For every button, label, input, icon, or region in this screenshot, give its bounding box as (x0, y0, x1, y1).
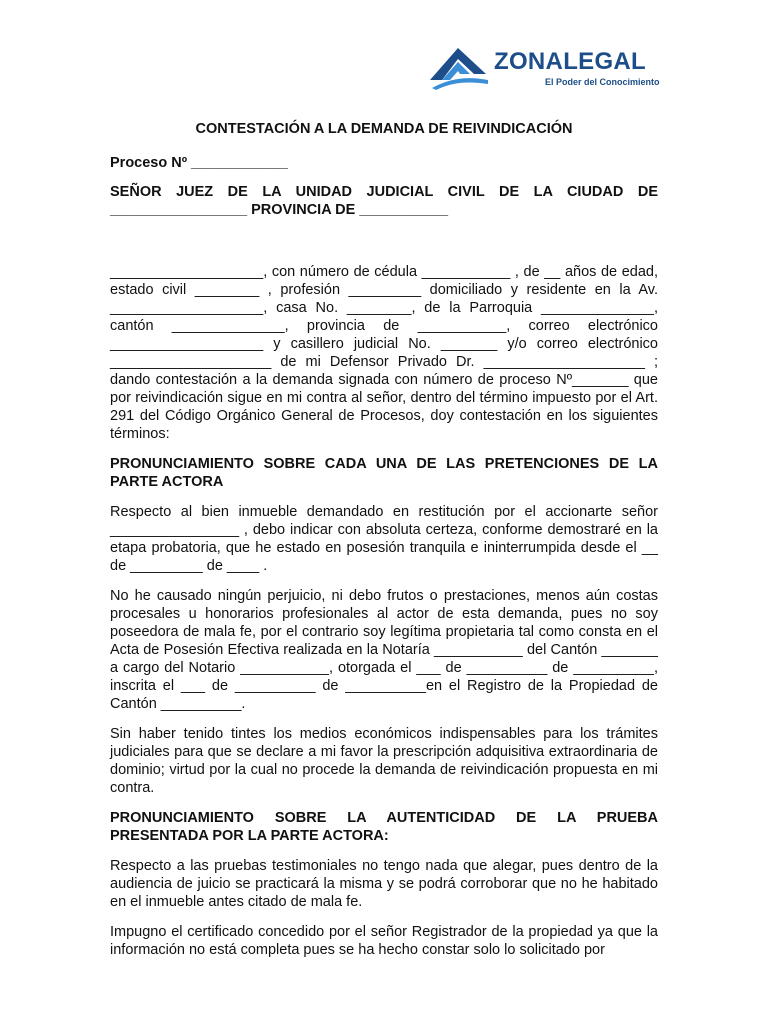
judge-address: SEÑOR JUEZ DE LA UNIDAD JUDICIAL CIVIL DE LA CIUDAD DE _________________ PROVINCIA DE ___________ (110, 184, 658, 218)
document-body (110, 120, 658, 959)
paragraph-testimonial: Respecto a las pruebas testimoniales no tengo nada que alegar, pues dentro de la audiencia de juicio se practicará la misma y se podrá corroborar que no he habitado en el inmueble antes citado de mala fe. (110, 858, 658, 910)
intro-paragraph: ___________________, con número de cédula ___________ , de __ años de edad, estado civil ________ , profesión _________ domiciliado y residente en la Av. ___________________, casa No. ________, de la Parroquia ______________, cantón ______________, provincia de ___________, correo electrónico ___________________ y casillero judicial No. _______ y/o correo electrónico ____________________ de mi Defensor Privado Dr. ____________________ ; dando contestación a la demanda signada con número de proceso Nº_______ que por reivindicación sigue en mi contra al señor, dentro del término impuesto por el Art. 291 del Código Orgánico General de Procesos, doy contestación en los siguientes términos: (110, 264, 658, 442)
paragraph-possession: Respecto al bien inmueble demandado en restitución por el accionarte señor ________________ , debo indicar con absoluta certeza, conforme demostraré en la etapa probatoria, que he estado en posesión tranquila e ininterrumpida desde el __ de _________ de ____ . (110, 504, 658, 574)
process-number-line: Proceso Nº ____________ (110, 155, 288, 171)
zonalegal-logo (428, 44, 660, 94)
paragraph-certificate: Impugno el certificado concedido por el señor Registrador de la propiedad ya que la información no está completa pues se ha hecho constar solo lo solicitado por (110, 924, 658, 958)
brand-tagline: El Poder del Conocimiento (545, 77, 660, 87)
paragraph-prescription: Sin haber tenido tintes los medios económicos indispensables para los trámites judiciales para que se declare a mi favor la prescripción adquisitiva extraordinaria de dominio; virtud por la cual no procede la demanda de reivindicación propuesta en mi contra. (110, 726, 658, 796)
paragraph-no-damages: No he causado ningún perjuicio, ni debo frutos o prestaciones, menos aún costas procesales u honorarios profesionales al actor de esta demanda, pues no soy poseedora de mala fe, por el contrario soy legítima propietaria tal como consta en el Acta de Posesión Efectiva realizada en la Notaría ___________ del Cantón _______ a cargo del Notario ___________, otorgada el ___ de __________ de __________, inscrita el ___ de __________ de __________en el Registro de la Propiedad de Cantón __________. (110, 588, 658, 712)
house-logo-icon (428, 44, 492, 92)
section-heading-pretensions: PRONUNCIAMIENTO SOBRE CADA UNA DE LAS PRETENCIONES DE LA PARTE ACTORA (110, 456, 658, 490)
document-title: CONTESTACIÓN A LA DEMANDA DE REIVINDICACIÓN (195, 121, 573, 137)
section-heading-evidence: PRONUNCIAMIENTO SOBRE LA AUTENTICIDAD DE LA PRUEBA PRESENTADA POR LA PARTE ACTORA: (110, 810, 658, 844)
brand-name: ZONALEGAL (494, 48, 647, 75)
